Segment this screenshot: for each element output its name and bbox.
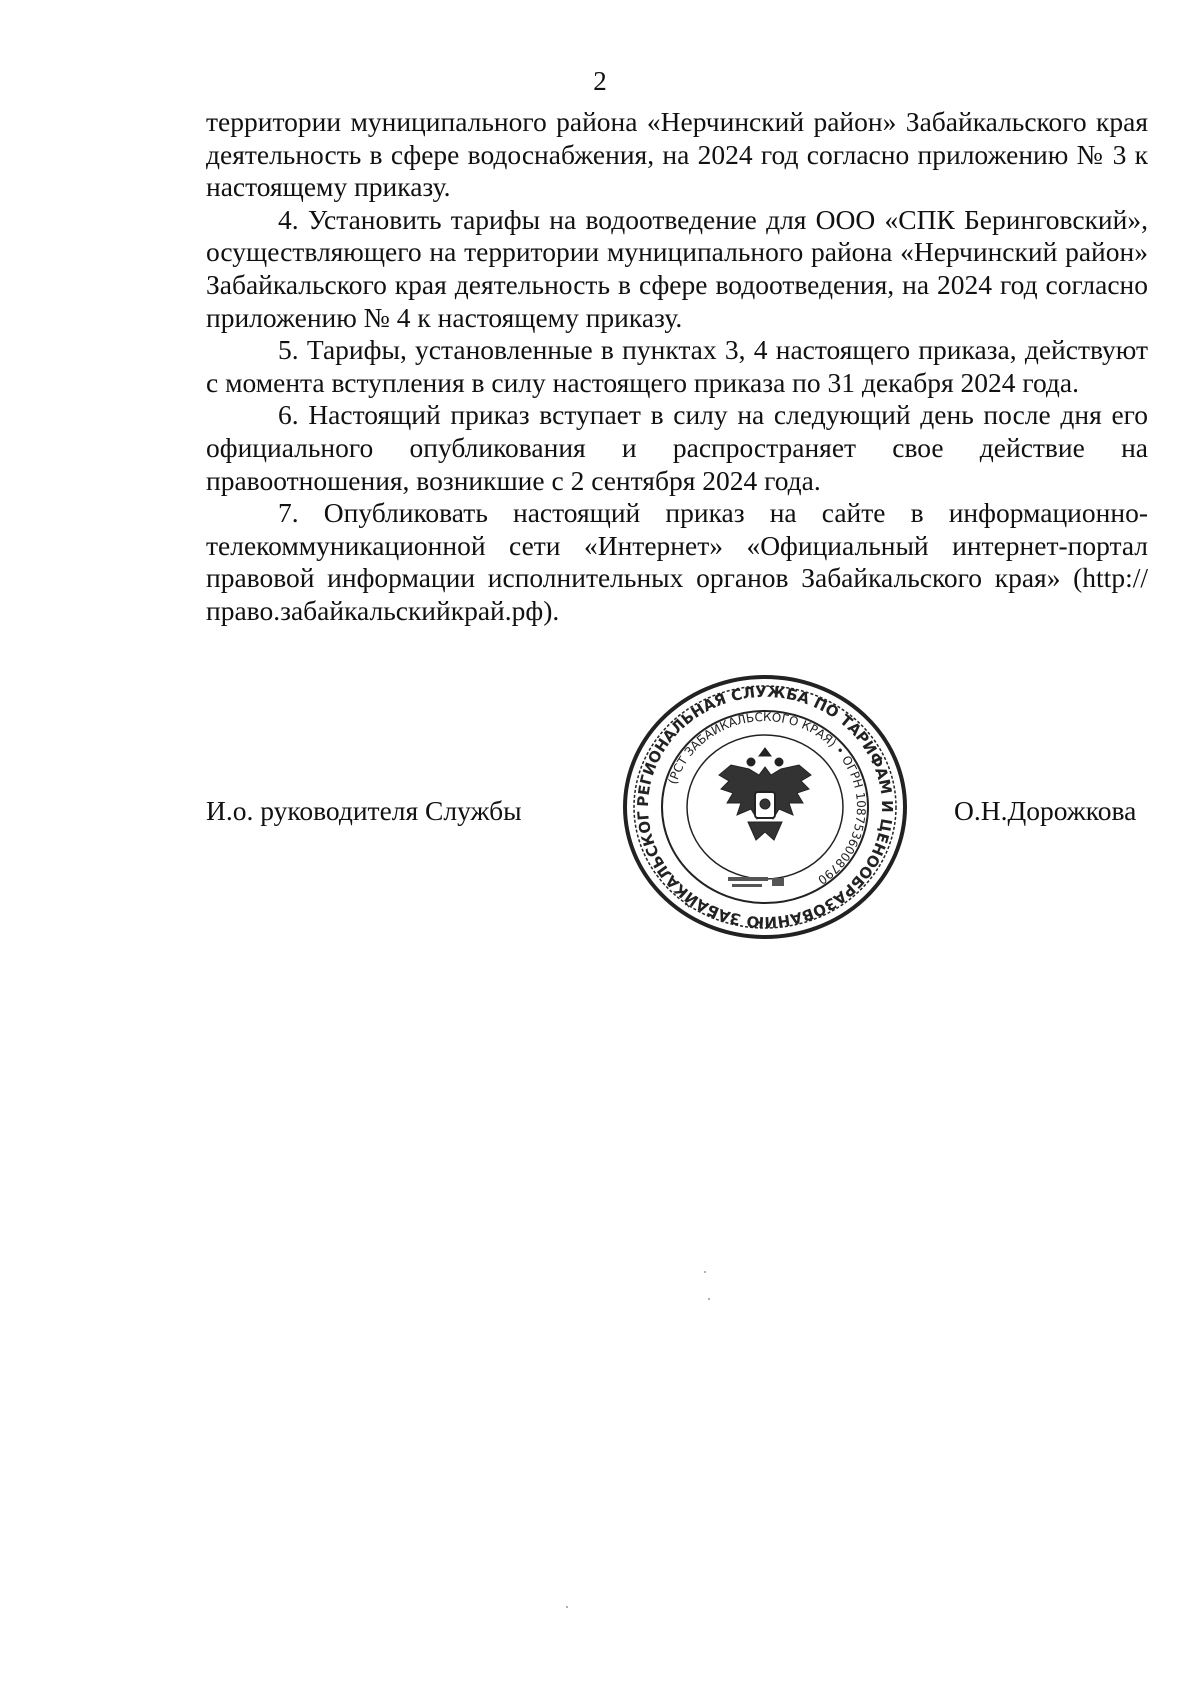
signatory-name: О.Н.Дорожкова xyxy=(954,795,1137,826)
stamp-smudge xyxy=(728,877,784,887)
scan-speck xyxy=(704,1271,706,1273)
signatory-title: И.о. руководителя Службы xyxy=(206,795,522,826)
page-number: 2 xyxy=(593,66,607,96)
scan-speck xyxy=(566,1606,568,1608)
paragraph-item-7: 7. Опубликовать настоящий приказ на сайте в информационно-телекоммуникационной сети «Интернет» «Официальный интернет-портал правовой информации исполнительных органов Забайкальского края» (http://право.забайкальскийкрай.рф). xyxy=(206,497,1148,626)
paragraph-item-4: 4. Установить тарифы на водоотведение для ООО «СПК Беринговский», осуществляющего на территории муниципального района «Нерчинский район» Забайкальского края деятельность в сфере водоотведения, на 2024 год согласно приложению № 4 к настоящему приказу. xyxy=(206,203,1148,333)
paragraph-continuation: территории муниципального района «Нерчинский район» Забайкальского края деятельность в сфере водоснабжения, на 2024 год согласно приложению № 3 к настоящему приказу. xyxy=(206,106,1148,203)
seal-inner-text: (РСТ ЗАБАЙКАЛЬСКОГО КРАЯ) • ОГРН 1087536008790 xyxy=(665,709,869,888)
official-seal xyxy=(620,672,910,942)
document-body xyxy=(206,106,1148,628)
double-headed-eagle-emblem xyxy=(719,748,811,840)
paragraph-item-5: 5. Тарифы, установленные в пунктах 3, 4 настоящего приказа, действуют с момента вступления в силу настоящего приказа по 31 декабря 2024 года. xyxy=(206,334,1148,398)
scan-speck xyxy=(708,1298,710,1300)
seal-graphic xyxy=(620,672,910,942)
paragraph-item-6: 6. Настоящий приказ вступает в силу на следующий день после дня его официального опубликования и распространяет свое действие на правоотношения, возникшие с 2 сентября 2024 года. xyxy=(206,399,1148,496)
seal-outer-text: РЕГИОНАЛЬНАЯ СЛУЖБА ПО ТАРИФАМ И ЦЕНООБРАЗОВАНИЮ ЗАБАЙКАЛЬСКОГ xyxy=(633,682,897,932)
